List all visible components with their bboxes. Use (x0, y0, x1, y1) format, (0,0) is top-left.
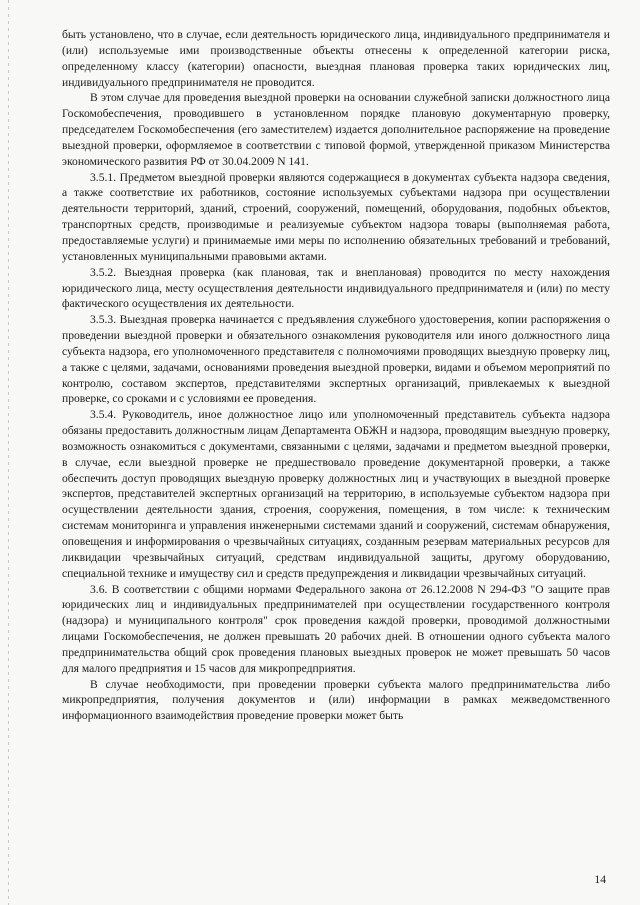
paragraph-3-6: 3.6. В соответствии с общими нормами Федерального закона от 26.12.2008 N 294-ФЗ "О защите прав юридических лиц и индивидуальных предпринимателей при осуществлении государственного контроля (надзора) и муниципального контроля" срок проведения каждой проверки, проводимой должностными лицами Госкомобеспечения, не должен превышать 20 рабочих дней. В отношении одного субъекта малого предпринимательства общий срок проведения плановых выездных проверок не может превышать 50 часов для малого предприятия и 15 часов для микропредприятия. (62, 582, 610, 675)
paragraph-3-5-3: 3.5.3. Выездная проверка начинается с предъявления служебного удостоверения, копии распоряжения о проведении выездной проверки и обязательного ознакомления руководителя или иного должностного лица субъекта надзора, его уполномоченного представителя с полномочиями проводящих выездную проверку лиц, а также с целями, задачами, основаниями проведения выездной проверки, видами и объемом мероприятий по контролю, составом экспертов, представителями экспертных организаций, привлекаемых к выездной проверке, со сроками и с условиями ее проведения. (62, 313, 610, 406)
page-number: 14 (594, 873, 606, 886)
paragraph-3-5-2: 3.5.2. Выездная проверка (как плановая, так и внеплановая) проводится по месту нахождения юридического лица, месту осуществления деятельности индивидуального предпринимателя и (или) по месту фактического осуществления их деятельности. (62, 265, 610, 311)
paragraph-3-5-1: 3.5.1. Предметом выездной проверки являются содержащиеся в документах субъекта надзора сведения, а также соответствие их работников, состояние используемых субъектами надзора при осуществлении деятельности территорий, зданий, строений, сооружений, помещений, оборудования, подобных объектов, транспортных средств, производимые и реализуемые субъектом надзора товары (выполняемая работа, предоставляемые услуги) и принимаемые ими меры по исполнению обязательных требований и требований, установленных муниципальными правовыми актами. (62, 170, 610, 263)
document-body (62, 27, 610, 724)
paragraph-3-5-4: 3.5.4. Руководитель, иное должностное лицо или уполномоченный представитель субъекта надзора обязаны предоставить должностным лицам Департамента ОБЖН и надзора, проводящим выездную проверку, возможность ознакомиться с документами, связанными с целями, задачами и предметом выездной проверки, в случае, если выездной проверке не предшествовало проведение документарной проверки, а также обеспечить доступ проводящих выездную проверку должностных лиц и участвующих в выездной проверке экспертов, представителей экспертных организаций на территорию, в используемые субъектом надзора при осуществлении деятельности здания, строения, сооружения, помещения, в том числе: к техническим системам мониторинга и управления инженерными системами зданий и сооружений, системам обнаружения, оповещения и информирования о чрезвычайных ситуациях, созданным резервам материальных ресурсов для ликвидации чрезвычайных ситуаций, средствам индивидуальной защиты, другому оборудованию, специальной технике и имуществу сил и средств предупреждения и ликвидации чрезвычайных ситуаций. (62, 408, 610, 580)
paragraph-small-business: В случае необходимости, при проведении проверки субъекта малого предпринимательства либо микропредприятия, получения документов и (или) информации в рамках межведомственного информационного взаимодействия проведение проверки может быть (62, 677, 610, 723)
scan-edge-line (8, 0, 9, 905)
paragraph-continuation: быть установлено, что в случае, если деятельность юридического лица, индивидуального предпринимателя и (или) используемые ими производственные объекты отнесены к определенной категории риска, определенному классу (категории) опасности, выездная плановая проверка таких юридических лиц, индивидуального предпринимателя не проводится. (62, 28, 610, 89)
paragraph-additional-order: В этом случае для проведения выездной проверки на основании служебной записки должностного лица Госкомобеспечения, проводившего в установленном порядке плановую документарную проверку, председателем Госкомобеспечения (его заместителем) издается дополнительное распоряжение на проведение выездной проверки, оформляемое в соответствии с типовой формой, утвержденной приказом Министерства экономического развития РФ от 30.04.2009 N 141. (62, 91, 610, 168)
